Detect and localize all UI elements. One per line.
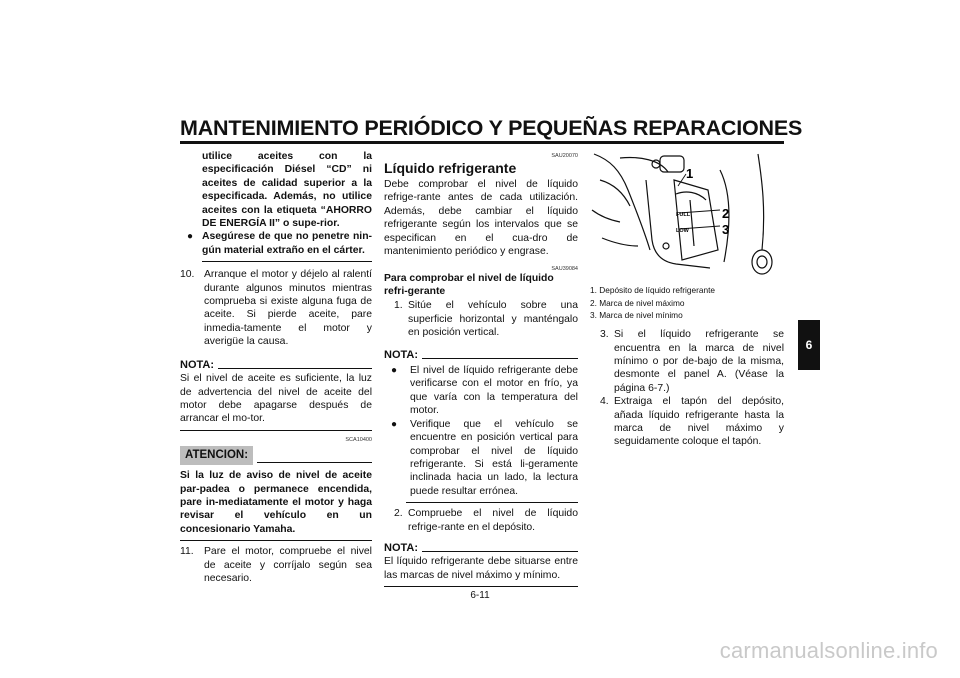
step-11-text: Pare el motor, compruebe el nivel de aceite y corríjalo según sea necesario. <box>204 546 372 584</box>
nota-rule <box>218 368 372 369</box>
step-1-number: 1. <box>394 300 403 312</box>
atencion-text: Si la luz de aviso de nivel de aceite par-padea o permanece encendida, pare in-mediatamente el motor y haga revisar el vehículo en un concesionario Yamaha. <box>180 470 372 535</box>
nota-label-3: NOTA: <box>384 541 419 554</box>
atencion-end-rule <box>180 540 372 541</box>
warning-text: utilice aceites con la especificación Diésel “CD” ni aceites de calidad superior a la especificada. Además, no utilice aceites con la etiqueta “AHORRO DE ENERGÍA II” o supe-rior. <box>202 151 372 230</box>
step-11 <box>180 545 372 585</box>
watermark: carmanualsonline.info <box>719 638 938 663</box>
atencion-header <box>180 446 372 465</box>
subsection-heading: Para comprobar el nivel de líquido refri-gerante <box>384 273 554 297</box>
section-heading: Líquido refrigerante <box>384 160 517 176</box>
page-title: MANTENIMIENTO PERIÓDICO Y PEQUEÑAS REPARACIONES <box>180 116 803 140</box>
step-2-text: Compruebe el nivel de líquido refrige-rante en el depósito. <box>408 508 578 533</box>
code-sca10400: SCA10400 <box>345 436 372 443</box>
title-rule <box>180 141 784 144</box>
atencion-rule <box>257 462 372 463</box>
caption-2: 2. Marca de nivel máximo <box>590 297 685 308</box>
full-mark-label: FULL <box>676 212 691 218</box>
code-sau20070: SAU20070 <box>551 153 578 159</box>
section-intro: Debe comprobar el nivel de líquido refrige-rante antes de cada utilización. Además, debe cambiar el líquido refrigerante según los intervalos que se especifican en el cua-dro de mantenimiento periódico y engrase. <box>384 179 578 258</box>
warning-bullet: ● Asegúrese de que no penetre nin-gún material extraño en el cárter. <box>180 230 372 257</box>
callout-2: 2 <box>722 206 730 221</box>
step-4 <box>590 395 784 449</box>
low-mark-label: LOW <box>676 228 689 234</box>
nota-bullet-1: ● El nivel de líquido refrigerante debe verificarse con el motor en frío, ya que varía con la temperatura del motor. <box>384 364 578 418</box>
step-4-number: 4. <box>600 396 609 408</box>
nota-header-2 <box>384 349 578 362</box>
nota-end-rule-3 <box>384 586 578 587</box>
step-3-number: 3. <box>600 329 609 341</box>
nota-text-3: El líquido refrigerante debe situarse entre las marcas de nivel máximo y mínimo. <box>384 556 578 581</box>
step-1-text: Sitúe el vehículo sobre una superficie horizontal y manténgalo en posición vertical. <box>408 300 578 339</box>
page-number: 6-11 <box>470 590 490 601</box>
caption-3: 3. Marca de nivel mínimo <box>590 310 683 321</box>
callout-3: 3 <box>722 222 730 237</box>
nota-label: NOTA: <box>180 358 215 371</box>
step-1 <box>384 299 578 339</box>
column-1 <box>180 150 372 585</box>
nota-header <box>180 359 372 372</box>
nota-header-3 <box>384 542 578 555</box>
callout-1: 1 <box>686 166 694 181</box>
nota-rule-2 <box>422 358 578 359</box>
warning-end-rule <box>202 261 372 262</box>
step-4-text: Extraiga el tapón del depósito, añada líquido refrigerante hasta la marca de nivel máximo y seguidamente coloque el tapón. <box>614 396 784 448</box>
step-10-number: 10. <box>180 269 195 281</box>
nota-end-rule <box>180 430 372 431</box>
chapter-tab: 6 <box>798 320 820 370</box>
column-2 <box>384 150 578 587</box>
figure-captions <box>590 284 784 322</box>
nota-bullet-2: ● Verifique que el vehículo se encuentre en posición vertical para comprobar el nivel de líquido refrigerante. Si está li-geramente inclinada hacia un lado, la lectura puede resultar errónea. <box>384 418 578 498</box>
nota-end-rule-2 <box>406 502 578 503</box>
nota-text: Si el nivel de aceite es suficiente, la luz de advertencia del nivel de aceite del motor debe apagarse después de arrancar el mo-tor. <box>180 373 372 425</box>
step-10-text: Arranque el motor y déjelo al ralentí durante algunos minutos mientras comprueba si existe alguna fuga de aceite. Si pierde aceite, pare inmedia-tamente el motor y averigüe la causa. <box>204 269 372 348</box>
column-3 <box>590 150 784 449</box>
step-3 <box>590 328 784 395</box>
caption-1: 1. Depósito de líquido refrigerante <box>590 285 715 295</box>
step-10 <box>180 268 372 348</box>
step-11-number: 11. <box>180 546 194 558</box>
atencion-label: ATENCION: <box>180 446 253 465</box>
nota-rule-3 <box>422 551 578 552</box>
nota-label-2: NOTA: <box>384 348 419 361</box>
step-2-number: 2. <box>394 508 403 520</box>
coolant-reservoir-illustration <box>590 150 784 278</box>
code-sau39084: SAU39084 <box>551 266 578 273</box>
step-2 <box>384 507 578 534</box>
step-3-text: Si el líquido refrigerante se encuentra en la marca de nivel mínimo o por de-bajo de la misma, desmonte el panel A. (Véase la página 6-7.) <box>614 329 784 394</box>
